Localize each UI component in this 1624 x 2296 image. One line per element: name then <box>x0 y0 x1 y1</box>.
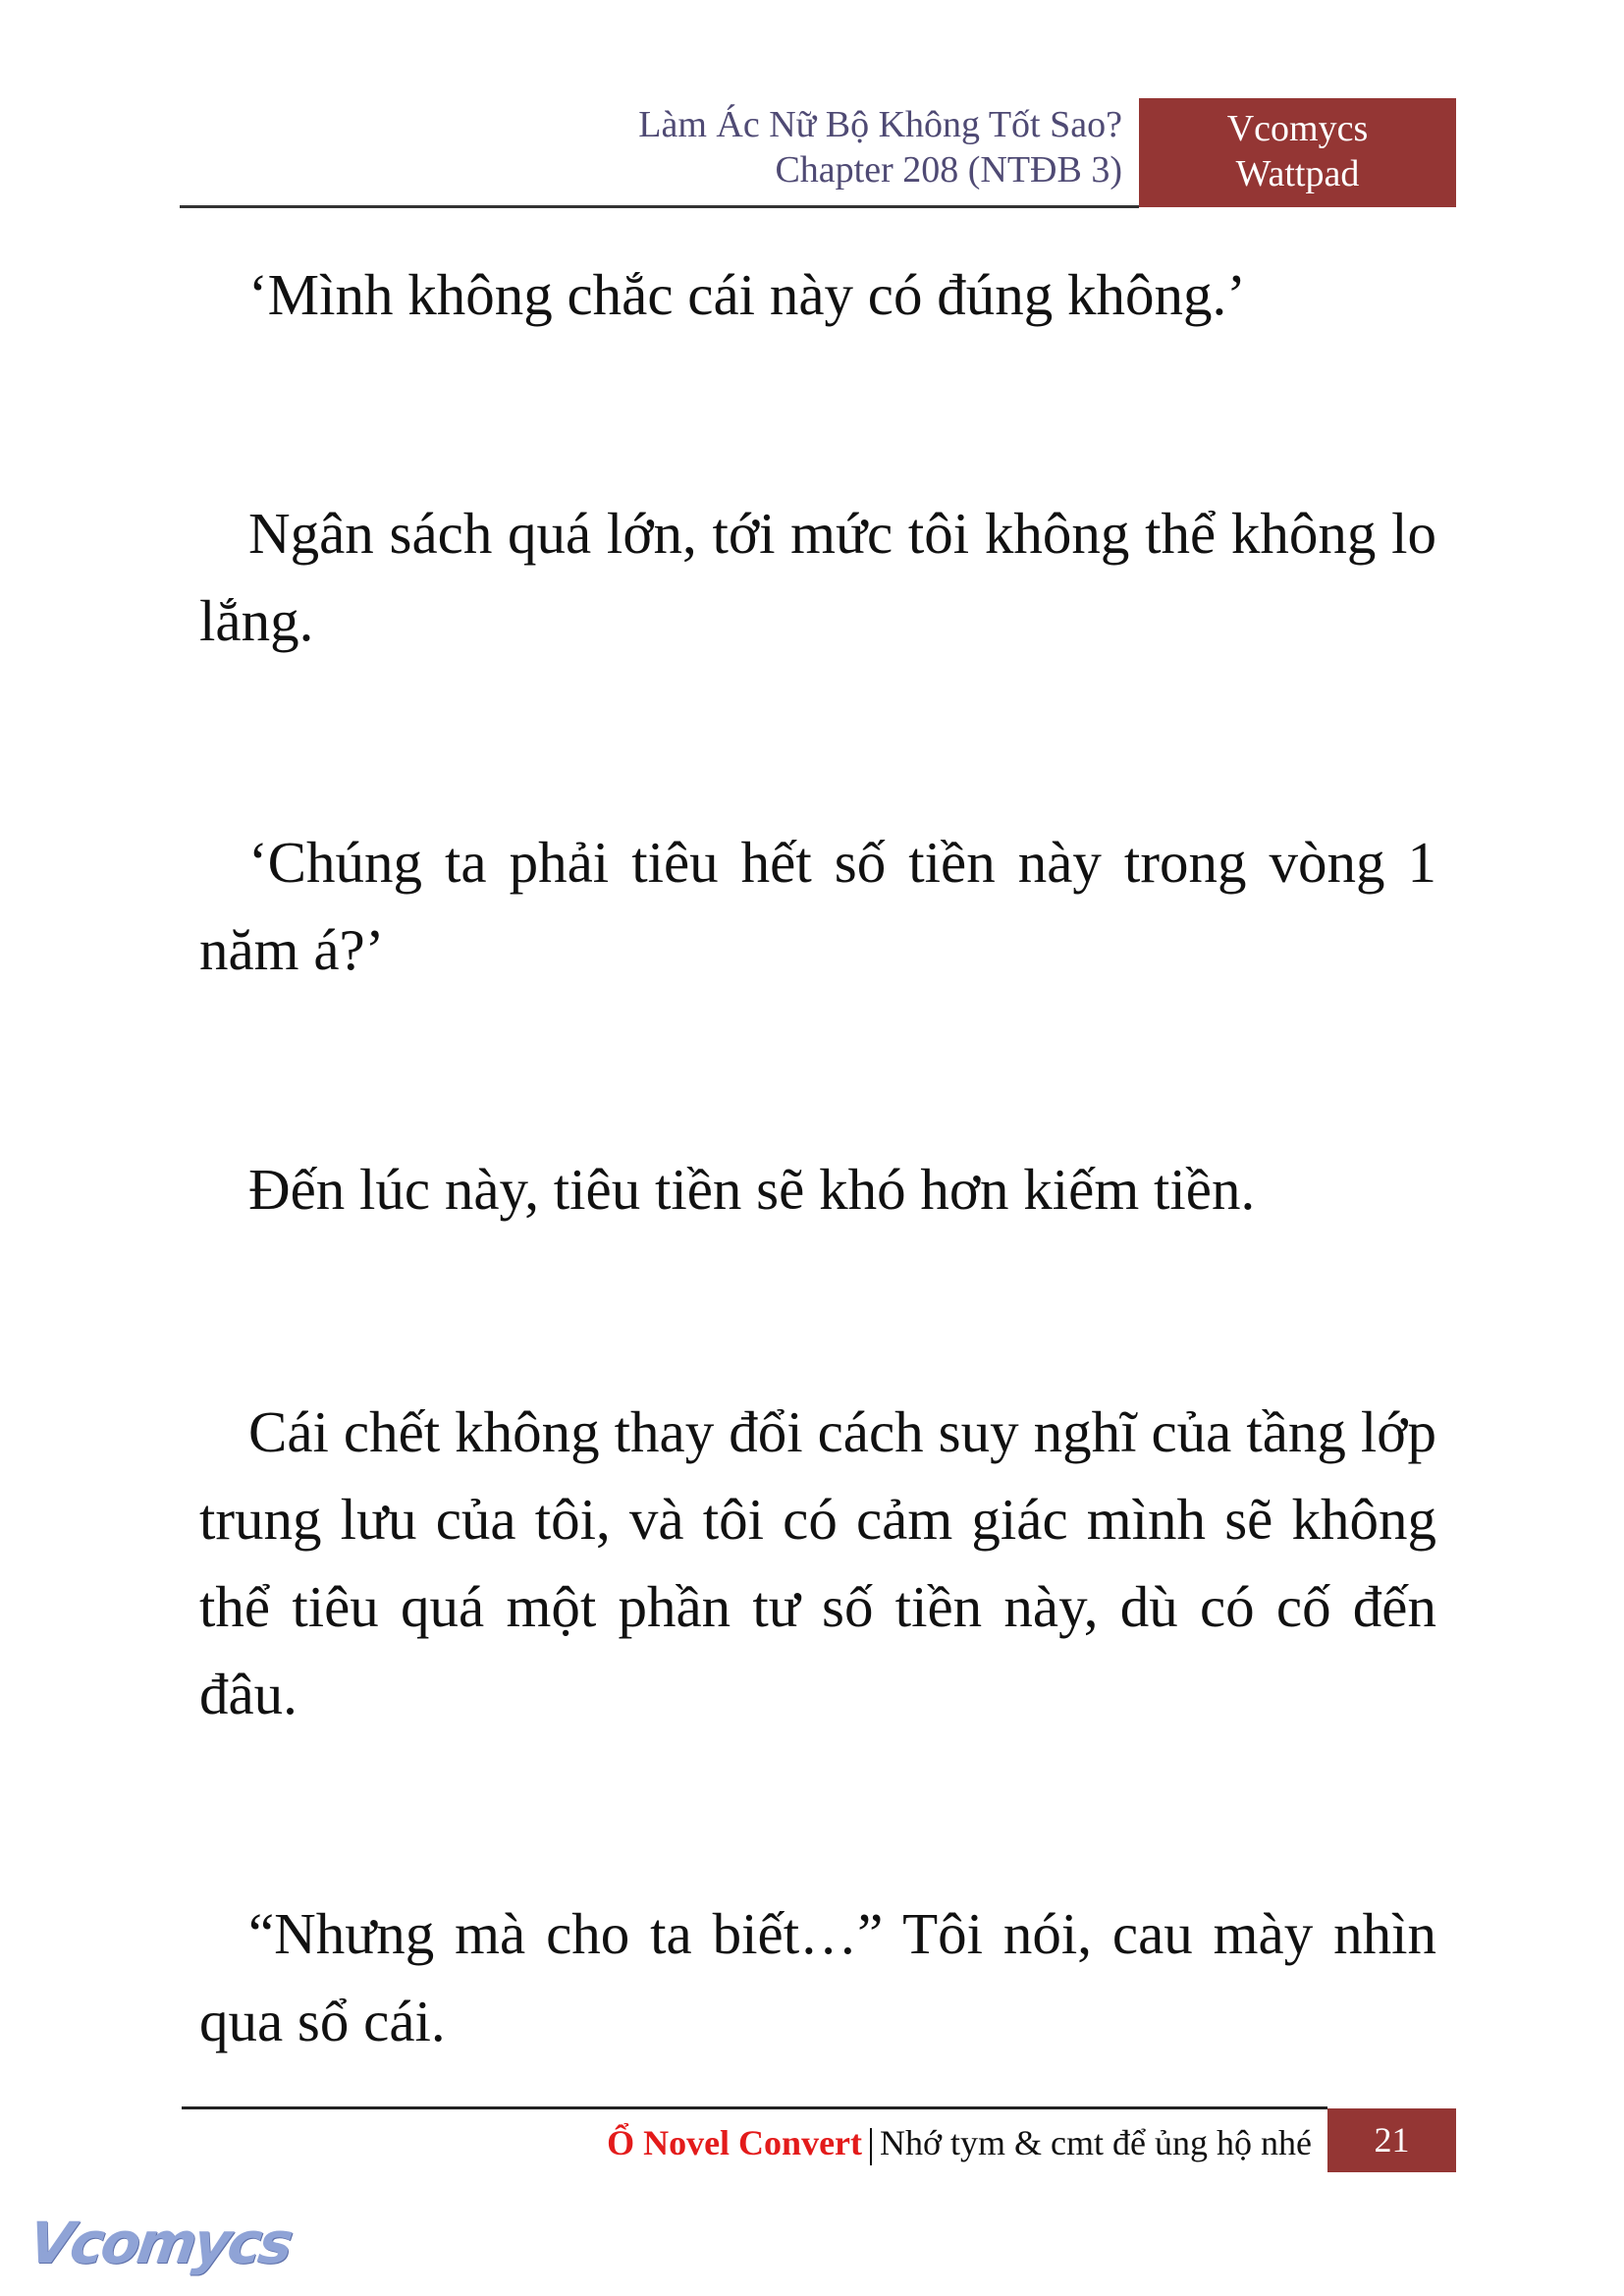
page-number: 21 <box>1327 2108 1456 2172</box>
header-divider <box>180 205 1139 208</box>
header-badge <box>1139 98 1456 207</box>
vcomycs-logo: Vcomycs <box>25 2210 296 2276</box>
chapter-title: Chapter 208 (NTĐB 3) <box>775 149 1122 191</box>
paragraph: Ngân sách quá lớn, tới mức tôi không thể không lo lắng. <box>199 501 1436 653</box>
paragraph: “Nhưng mà cho ta biết…” Tôi nói, cau mày nhìn qua sổ cái. <box>199 1901 1436 2053</box>
footer-message: Nhớ tym & cmt để ủng hộ nhé <box>880 2123 1312 2162</box>
footer-brand: Ổ Novel Convert <box>607 2123 863 2162</box>
paragraph: ‘Chúng ta phải tiêu hết số tiền này trong vòng 1 năm á?’ <box>199 830 1436 982</box>
footer-separator <box>870 2128 872 2165</box>
running-header-title <box>638 102 1122 192</box>
header-badge-line2: Wattpad <box>1235 153 1360 194</box>
paragraph: Đến lúc này, tiêu tiền sẽ khó hơn kiếm tiền. <box>248 1157 1256 1222</box>
footer-text <box>607 2121 1312 2165</box>
paragraph: ‘Mình không chắc cái này có đúng không.’ <box>248 262 1246 327</box>
footer-divider <box>182 2106 1327 2109</box>
header-badge-line1: Vcomycs <box>1226 108 1369 149</box>
paragraph: Cái chết không thay đổi cách suy nghĩ của tầng lớp trung lưu của tôi, và tôi có cảm giác mình sẽ không thể tiêu quá một phần tư số tiền này, dù có cố đến đâu. <box>199 1399 1436 1726</box>
book-title: Làm Ác Nữ Bộ Không Tốt Sao? <box>638 104 1122 145</box>
